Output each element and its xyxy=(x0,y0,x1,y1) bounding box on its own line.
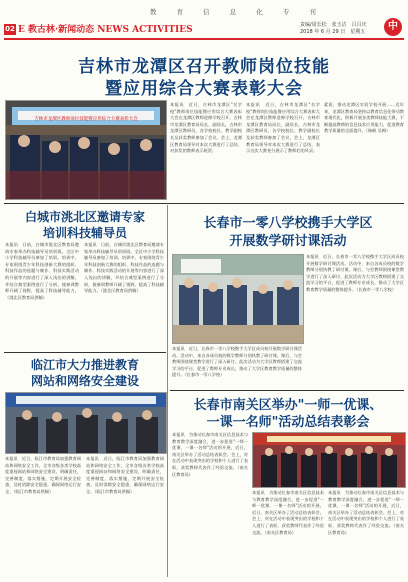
newspaper-logo: 中 xyxy=(384,18,402,36)
divider xyxy=(170,390,404,391)
page-number: 02 xyxy=(5,25,15,33)
date-line: 2018 年 6 月 29 日 星期五 xyxy=(300,29,366,35)
article1-text-col2: 本报讯 近日，吉林市龙潭区"名学校"教师岗位技能暨应用综合大赛表彰大会在龙潭区教师进修学校召开。吉林市龙潭区教育局局长，副局长，吉林市龙潭区教研员，各学校校长、教学副校长及获奖教师参加了会议，会上，龙潭区教育局领导对本次大赛进行了总结，表示这次大赛充分展示了教师们的风采。 xyxy=(246,102,320,154)
article2-text-col2: 本报讯 日前，白城市洮北区教育局邀请专家举办科技辅导员培训班。全区中小学科技辅导员参加了培训。培训中，专家围绕青少年科技创新大赛的组织、科技作品的选题与制作、科技实践活动的开展等内容进行了深入浅出的讲解，并结合典型案例进行了分析，使参训教师开阔了视野，提高了科技辅导能力。（洮北区教育局供稿） xyxy=(84,242,164,294)
classroom-photo-image xyxy=(173,255,303,343)
article5-text-col2: 本报讯 为推动长春市南关区信息技术与教育教学深度融合，进一步促进"一师一优课、一课一名师"活动的开展，近日，南关区举办了活动总结表彰会。会上，对在活动中表现突出的学校和个人进行了表彰，获奖教师代表作了经验交流。（南关区教育局） xyxy=(252,490,324,535)
award-photo-image xyxy=(253,433,405,487)
article5-text-col3: 本报讯 为推动长春市南关区信息技术与教育教学深度融合，进一步促进"一师一优课、一课一名师"活动的开展，近日，南关区举办了活动总结表彰会。会上，对在活动中表现突出的学校和个人进行了表彰，获奖教师代表作了经验交流。（南关区教育局） xyxy=(328,490,404,535)
article1-title-line2: 暨应用综合大赛表彰大会 xyxy=(105,79,303,99)
article4-text-col1: 本报讯 近日，临江市教育局加强教育网站和网络安全工作，全市各级各类学校高度重视网站和网络安全建设，明确责任，完善制度，落实措施，定期开展安全检查，及时消除安全隐患，确保网络运行安全。（临江市教育局供稿） xyxy=(5,456,81,494)
article4-text-col2: 本报讯 近日，临江市教育局加强教育网站和网络安全工作，全市各级各类学校高度重视网站和网络安全建设，明确责任，完善制度，落实措施，定期开展安全检查，及时消除安全隐患，确保网络运行安全。（临江市教育局供稿） xyxy=(86,456,164,494)
article4-photo xyxy=(5,392,167,454)
top-banner: 教 育 信 息 化 专 刊 xyxy=(150,8,325,16)
article3-text-col1: 本报讯 近日，长春市一零八学校携手大学区成员校开展数学研讨课活动。活动中，来自各成员校的数学教师分别执教了研讨课，课后，与会教师围绕课堂教学进行了深入研讨。此次活动为大学区教师搭建了交流学习的平台，促进了教师专业成长，推动了大学区教育教学质量的整体提升。（长春市一零八学校） xyxy=(172,346,302,378)
article4-title-line2: 网站和网络安全建设 xyxy=(30,374,139,388)
header-rule xyxy=(4,38,404,40)
article1-photo-banner: 吉林市龙潭区教师岗位技能暨应用综合大赛表彰大会 xyxy=(34,117,138,122)
article3-photo xyxy=(172,254,304,344)
article5-title-line2: 一课一名师"活动总结表彰会 xyxy=(206,415,370,430)
header-info xyxy=(300,21,367,35)
article1-text-col3: 素质，推动龙潭区实验学校开展……近年来，龙潭区教育局坚持以教育信息化带动教育现代化，积极开展各类教师技能大赛，不断提高教师的信息技术应用能力，促进教育教学质量的全面提升。（杨帆 吴梅） xyxy=(324,102,404,134)
article5-title-line1: 长春市南关区举办"一师一优课、 xyxy=(193,398,383,413)
article2-text-col1: 本报讯 日前，白城市洮北区教育局邀请专家举办科技辅导员培训班。全区中小学科技辅导员参加了培训。培训中，专家围绕青少年科技创新大赛的组织、科技作品的选题与制作、科技实践活动的开展等内容进行了深入浅出的讲解，并结合典型案例进行了分析，使参训教师开阔了视野，提高了科技辅导能力。（洮北区教育局供稿） xyxy=(5,242,79,300)
divider xyxy=(4,352,166,353)
meeting-photo-image xyxy=(6,393,166,453)
divider xyxy=(4,203,404,204)
article1-title-line1: 吉林市龙潭区召开教师岗位技能 xyxy=(78,57,330,77)
article3-title-line1: 长春市一零八学校携手大学区 xyxy=(203,216,373,231)
article5-photo xyxy=(252,432,406,488)
article1-photo xyxy=(5,100,167,200)
editor-line: 责编/周长松 张玉洁 吕吕庆 xyxy=(300,22,367,28)
article1-text-col1: 本报讯 近日，吉林市龙潭区"名学校"教师岗位技能暨应用综合大赛表彰大会在龙潭区教师进修学校召开。吉林市龙潭区教育局局长、副局长，吉林市龙潭区教研员，各学校校长、教学副校长及获奖教师参加了会议。会上，龙潭区教育局领导对本次大赛进行了总结，对获奖的教师表示祝贺。 xyxy=(170,102,242,154)
article2-title-line1: 白城市洮北区邀请专家 xyxy=(24,210,145,224)
article4-title-line1: 临江市大力推进教育 xyxy=(30,358,139,372)
article3-title-line2: 开展数学研讨课活动 xyxy=(229,234,347,249)
article3-text-col2: 本报讯 近日，长春市一零八学校携手大学区成员校开展数学研讨课活动。活动中，来自各成员校的数学教师分别执教了研讨课，课后，与会教师围绕课堂教学进行了深入研讨。此次活动为大学区教师搭建了交流学习的平台，促进了教师专业成长，推动了大学区教育教学质量的整体提升。（长春市一零八学校） xyxy=(306,254,404,292)
column-divider xyxy=(167,205,168,577)
section-title: E 教古林·新闻动态 NEWS ACTIVITIES xyxy=(18,25,193,35)
article2-title-line2: 培训科技辅导员 xyxy=(42,226,127,240)
article5-text-col1: 本报讯 为推动长春市南关区信息技术与教育教学深度融合，进一步促进"一师一优课、一课一名师"活动的开展，近日，南关区举办了活动总结表彰会。会上，对在活动中表现突出的学校和个人进行了表彰，获奖教师代表作了经验交流。（南关区教育局） xyxy=(172,432,248,477)
